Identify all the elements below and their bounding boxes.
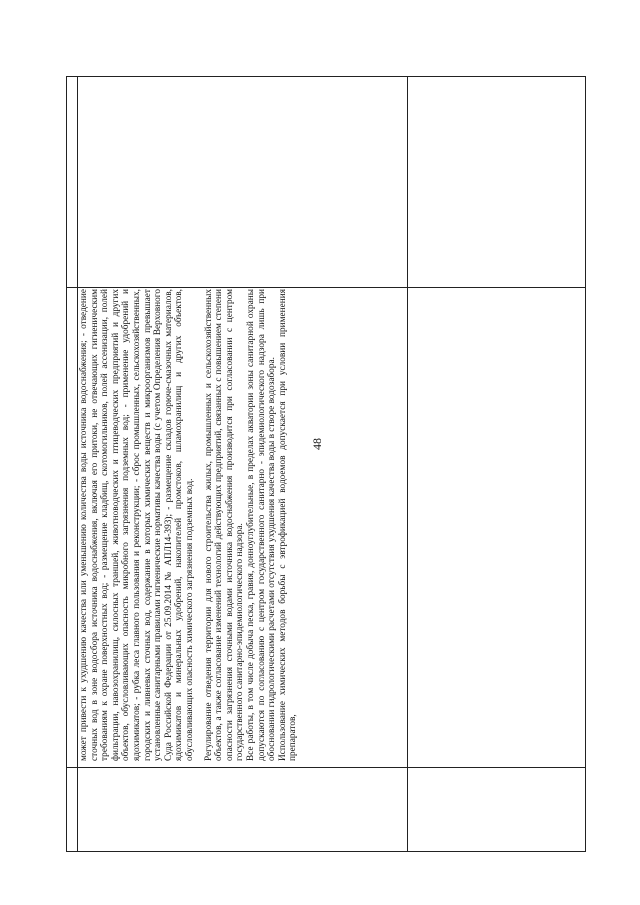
table-cell-text: [76, 287, 406, 767]
paragraph-restrictions: может привести к ухудшению качества или уменьшению количества воды источника водоснабжения; - отведение сточных вод в зоне водосбора источника водоснабжения, включая его притоки, не отвечающих гигиеническим требованиям к охране поверхностных вод; - размещение кладбищ, скотомогильников, полей ассенизации, полей фильтрации, навозохранилищ, силосных траншей, животноводческих и птицеводческих предприятий и других объектов, обусловливающих опасность микробного загрязнения подземных вод; - применение удобрений и ядохимикатов; - рубка леса главного пользования и реконструкции; - сброс промышленных, сельскохозяйственных, городских и ливневых сточных вод, содержание в которых химических веществ и микроорганизмов превышает установленные санитарными правилами гигиенические нормативы качества воды (с учетом Определения Верховного Суда Российской Федерации от 25.09.2014 № АПЛ14-393); - размещение складов горюче-смазочных материалов, ядохимикатов и минеральных удобрений, накопителей промстоков, шламохранилищ и других объектов, обусловливающих опасность химического загрязнения подземных вод.: [79, 289, 195, 761]
paragraph-chemical-methods: Использование химических методов борьбы с эвтрофикацией водоемов допускается при условии применения препаратов,: [277, 289, 299, 761]
table-column-divider: [407, 77, 408, 851]
page-number: 48: [310, 438, 324, 450]
paragraph-territory-regulation: Регулирование отведения территории для нового строительства жилых, промышленных и сельскохозяйственных объектов, а также согласование изменений технологий действующих предприятий, связанных с повышением степени опасности загрязнения сточными водами источника водоснабжения производится при согласовании с центром государственного санитарно-эпидемиологического надзора.: [203, 289, 246, 761]
paragraph-works-approval: Все работы, в том числе добыча песка, гравия, донноуглубительные, в пределах акватории зоны санитарной охраны допускаются по согласованию с центром государственного санитарно - эпидемиологического надзора лишь при обосновании гидрологическими расчетами отсутствия ухудшения качества воды в створе водозабора.: [245, 289, 278, 761]
table-row-divider: [67, 767, 585, 768]
rotated-text-block: [76, 287, 406, 767]
